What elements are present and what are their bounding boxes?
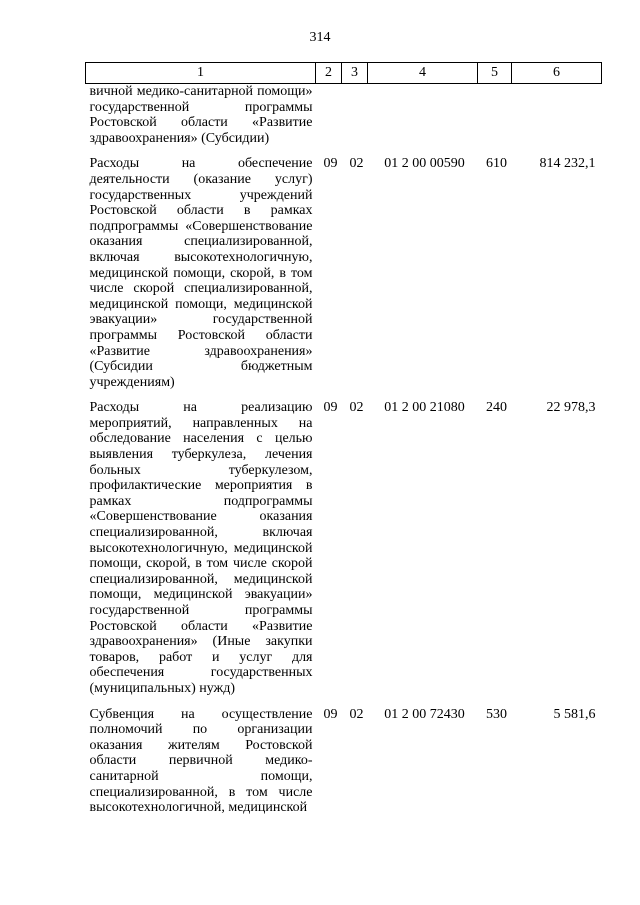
row-amount: 22 978,3 (546, 400, 596, 416)
header-col-6: 6 (512, 63, 602, 84)
row-description: Расходы на реализацию мероприятий, направленных на обследование населения с целью выявления туберкулеза, лечения больных туберкулезом, профилактические мероприятия в рамках подпрограммы «Совершенствование оказания специализированной, включая высокотехнологичную, медицинской помощи, скорой, в том числе скорой специализированной, медицинской помощи, медицинской эвакуации» государственной программы Ростовской области «Развитие здравоохранения» (Иные закупки товаров, работ и услуг для обеспечения государственных (муниципальных) нужд) (89, 400, 313, 696)
row-description: вичной медико-санитарной помощи» государственной программы Ростовской области «Развитие здравоохранения» (Субсидии) (89, 84, 313, 146)
table-row (86, 400, 602, 706)
row-pr: 02 (349, 706, 364, 722)
row-vr (478, 84, 512, 157)
row-description: Субвенция на осуществление полномочий по организации оказания жителям Ростовской области первичной медико-санитарной помощи, специализированной, в том числе высокотехнологичной, медицинской (89, 706, 313, 816)
table-body (86, 84, 602, 816)
row-rz: 09 (323, 706, 338, 722)
header-col-3: 3 (342, 63, 368, 84)
header-col-2: 2 (316, 63, 342, 84)
header-col-5: 5 (478, 63, 512, 84)
row-csr: 01 2 00 21080 (384, 400, 465, 416)
table-row (86, 156, 602, 400)
page-number: 314 (309, 30, 331, 45)
row-pr (342, 84, 368, 157)
table-header (86, 63, 602, 84)
header-row (86, 63, 602, 84)
row-vr: 610 (486, 156, 507, 172)
header-col-1: 1 (86, 63, 316, 84)
row-pr: 02 (349, 400, 364, 416)
row-csr: 01 2 00 72430 (384, 706, 465, 722)
row-csr: 01 2 00 00590 (384, 156, 465, 172)
row-amount: 5 581,6 (553, 706, 596, 722)
row-pr: 02 (349, 156, 364, 172)
row-description: Расходы на обеспечение деятельности (оказание услуг) государственных учреждений Ростовской области в рамках подпрограммы «Совершенствование оказания специализированной, включая высокотехнологичную, медицинской помощи, скорой, в том числе скорой специализированной, медицинской помощи, медицинской эвакуации» государственной программы Ростовской области «Развитие здравоохранения» (Субсидии бюджетным учреждениям) (89, 156, 313, 390)
row-amount (512, 84, 602, 157)
row-csr (368, 84, 478, 157)
table-row (86, 84, 602, 157)
row-rz: 09 (323, 156, 338, 172)
budget-table (85, 62, 602, 816)
row-vr: 530 (486, 706, 507, 722)
row-rz: 09 (323, 400, 338, 416)
header-col-4: 4 (368, 63, 478, 84)
row-rz (316, 84, 342, 157)
table-row (86, 707, 602, 816)
row-vr: 240 (486, 400, 507, 416)
row-amount: 814 232,1 (539, 156, 596, 172)
